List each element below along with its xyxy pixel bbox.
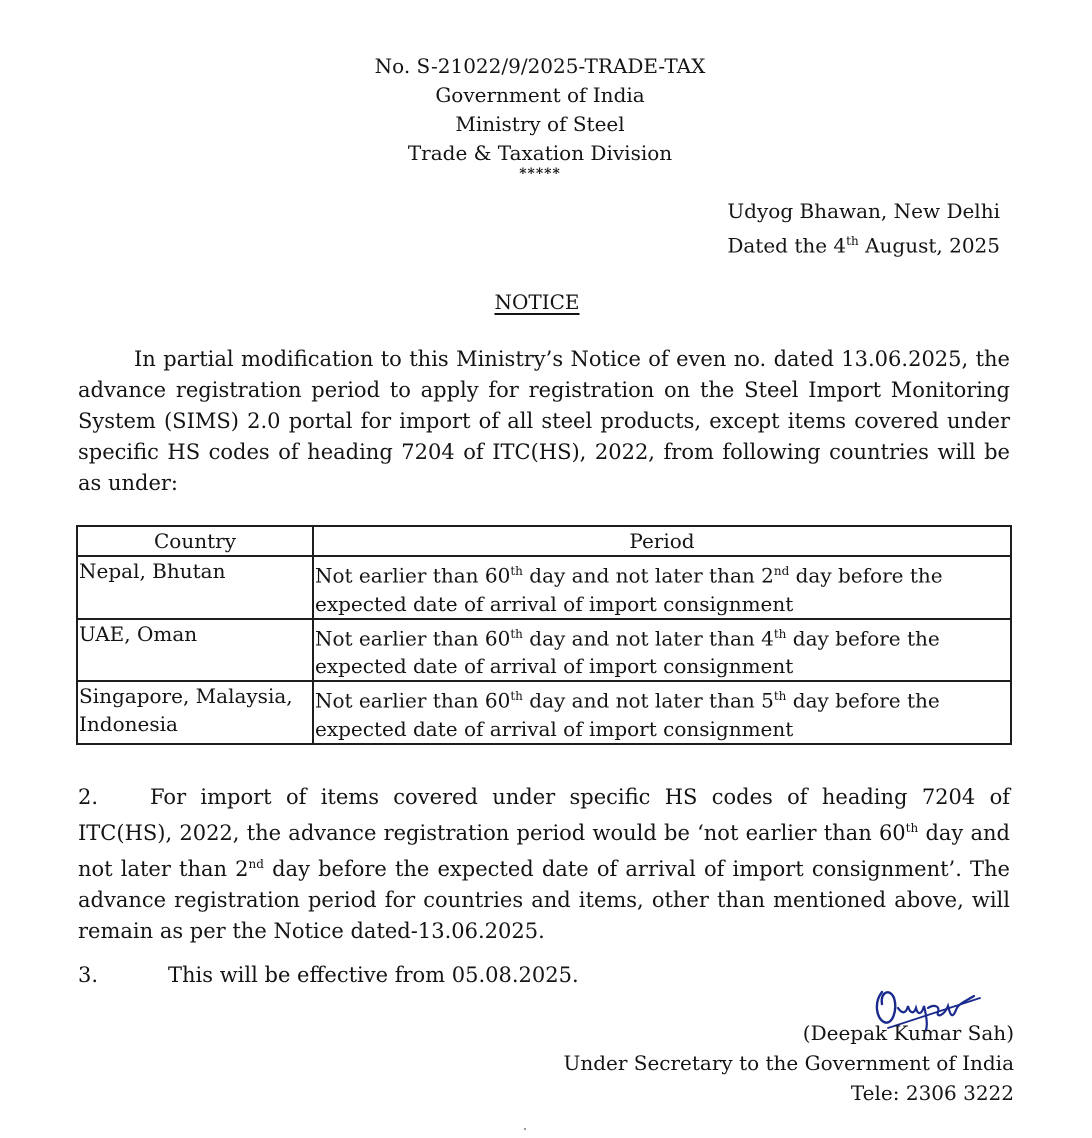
registration-period-table <box>76 525 1012 745</box>
period-header: Period <box>313 526 1011 556</box>
government-name: Government of India <box>435 83 645 107</box>
period-cell <box>313 619 1011 682</box>
paragraph-text: For import of items covered under specific HS codes of heading 7204 of ITC(HS), 2022, the advance registration period would be ‘not earlier than 60 <box>78 785 1010 845</box>
country-header: Country <box>77 526 313 556</box>
ordinal-suffix: th <box>905 821 919 835</box>
period-text: day before the expected date of arrival of import consignment <box>315 688 940 741</box>
date-suffix: August, 2025 <box>858 233 1000 258</box>
period-text: Not earlier than 60 <box>315 688 511 713</box>
ordinal-suffix: th <box>510 626 523 641</box>
country-cell: Nepal, Bhutan <box>77 556 313 619</box>
period-text: day before the expected date of arrival of import consignment <box>315 563 943 616</box>
country-cell: UAE, Oman <box>77 619 313 682</box>
signatory-name: (Deepak Kumar Sah) <box>802 1021 1014 1045</box>
intro-paragraph: In partial modification to this Ministry’s Notice of even no. dated 13.06.2025, the advance registration period to apply for registration on the Steel Import Monitoring System (SIMS) 2.0 portal for import of all steel products, except items covered under specific HS codes of heading 7204 of ITC(HS), 2022, from following countries will be as under: <box>78 347 1010 495</box>
file-number: No. S-21022/9/2025-TRADE-TAX <box>374 54 706 78</box>
paragraph-number: 3. <box>78 963 99 987</box>
letterhead <box>300 52 780 180</box>
signatory-telephone: Tele: 2306 3222 <box>850 1081 1014 1105</box>
date-superscript: th <box>846 234 859 248</box>
ordinal-suffix: th <box>773 689 787 704</box>
country-cell: Singapore, Malaysia, Indonesia <box>77 681 313 744</box>
table-row <box>77 681 1011 744</box>
place-and-date <box>727 196 1000 261</box>
place: Udyog Bhawan, New Delhi <box>727 199 1000 223</box>
paragraph-text: day and not later than 2 <box>78 821 1010 881</box>
period-cell <box>313 681 1011 744</box>
period-cell <box>313 556 1011 619</box>
paragraph-number: 2. <box>78 785 99 809</box>
signatory-designation: Under Secretary to the Government of India <box>563 1051 1014 1075</box>
ordinal-suffix: th <box>773 626 787 641</box>
table-row <box>77 556 1011 619</box>
period-text: day and not later than 5 <box>522 688 774 713</box>
ministry-name: Ministry of Steel <box>455 112 625 136</box>
ordinal-suffix: th <box>510 564 523 578</box>
ordinal-suffix: nd <box>773 564 790 578</box>
signature-space <box>563 984 1014 1018</box>
paragraph-text: This will be effective from 05.08.2025. <box>168 963 579 987</box>
date-line <box>727 226 1000 261</box>
period-text: day and not later than 2 <box>522 563 774 588</box>
table-row <box>77 619 1011 682</box>
paragraph-2 <box>78 782 1010 947</box>
period-text: Not earlier than 60 <box>315 563 511 588</box>
signature-block <box>563 984 1014 1108</box>
period-text: day before the expected date of arrival of import consignment <box>315 626 940 679</box>
period-text: Not earlier than 60 <box>315 626 511 651</box>
period-text: day and not later than 4 <box>522 626 774 651</box>
date-prefix: Dated the 4 <box>727 233 847 258</box>
notice-title: NOTICE <box>494 290 580 314</box>
separator-stars: ***** <box>519 166 561 182</box>
ordinal-suffix: th <box>510 689 523 704</box>
paragraph-text: day before the expected date of arrival of import consignment’. The advance registration period for countries and items, other than mentioned above, will remain as per the Notice dated-13.06.2025. <box>78 857 1010 943</box>
division-name: Trade & Taxation Division <box>407 141 673 165</box>
ordinal-suffix: nd <box>248 857 264 871</box>
page-speck <box>524 1128 526 1130</box>
table-header-row <box>77 526 1011 556</box>
